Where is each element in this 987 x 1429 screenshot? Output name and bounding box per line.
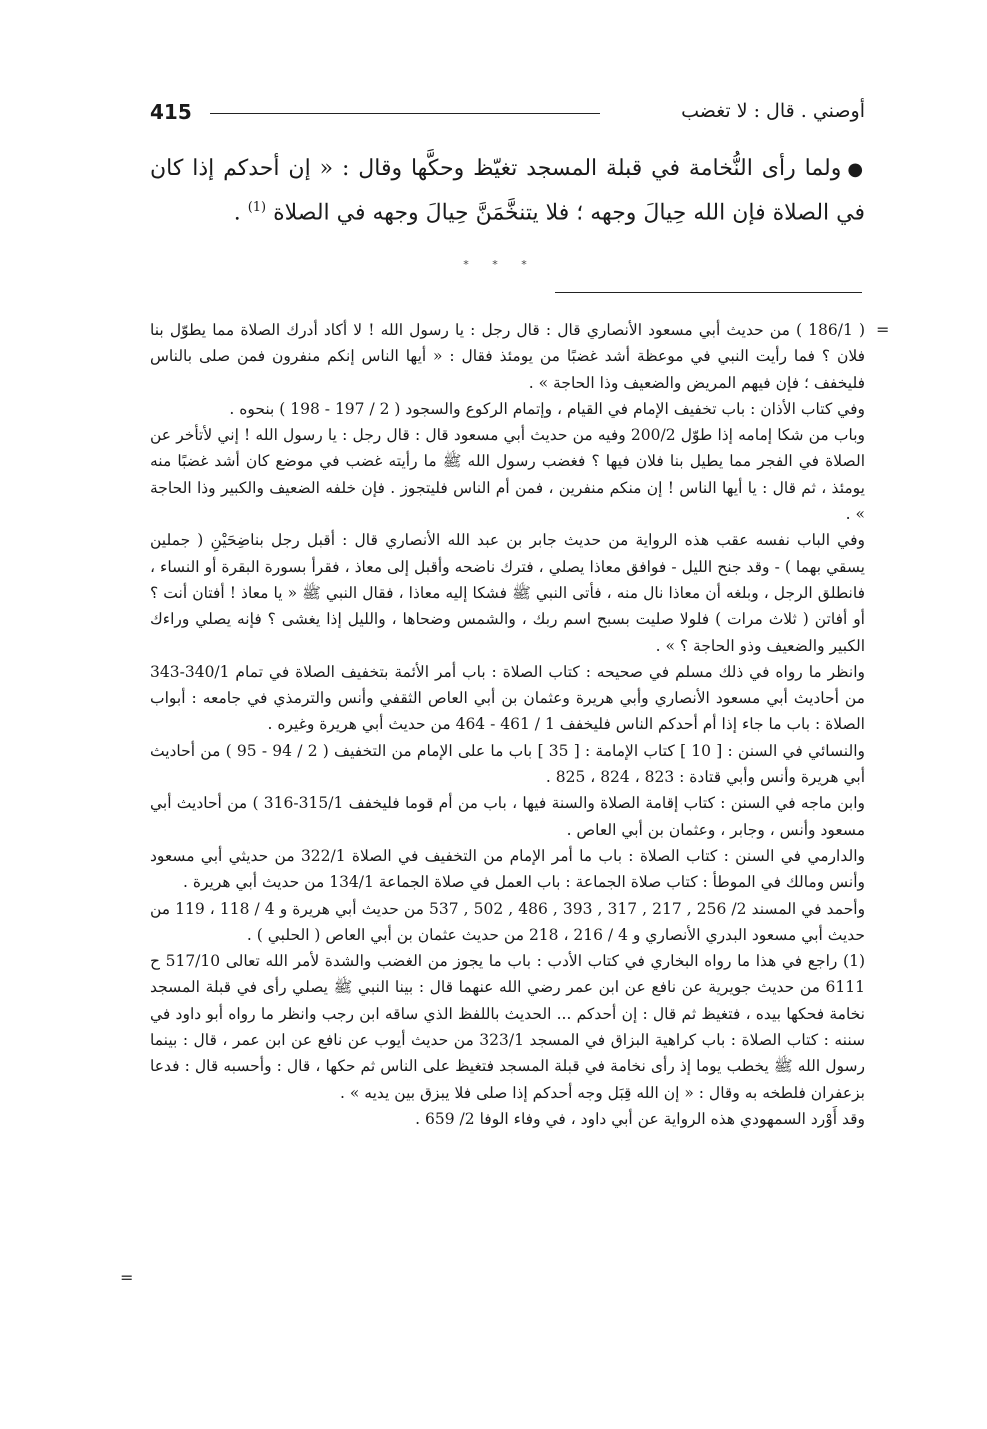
footnote-paragraph: وأحمد في المسند 2/ 256 , 217 , 317 , 393 , 486 , 502 , 537 من حديث أبي هريرة و 4 / 118 ، 119 من حديث أبي مسعود البدري الأنصاري و 4 / 216 ، 218 من حديث عثمان بن أبي العاص ( الحلبي ) . bbox=[150, 899, 866, 944]
section-separator: * * * bbox=[463, 258, 537, 271]
running-title: أوصني . قال : لا تغضب bbox=[681, 100, 865, 122]
footnote-paragraph: والدارمي في السنن : كتاب الصلاة : باب ما أمر الإمام من التخفيف في الصلاة 322/1 من حديثي أبي مسعود وأنس ومالك في الموطأ : كتاب صلاة الجماعة : باب العمل في صلاة الجماعة 134/1 من حديث أبي هريرة . bbox=[150, 846, 865, 892]
footnote-paragraph: وانظر ما رواه في ذلك مسلم في صحيحه : كتاب الصلاة : باب أمر الأئمة بتخفيف الصلاة في تمام 340/1-343 من أحاديث أبي مسعود الأنصاري وأبي هريرة وعثمان بن أبي العاص الثقفي وأنس والترمذي في جامعه : أبواب الصلاة : باب ما جاء إذا أم أحدكم الناس فليخفف 1 / 461 - 464 من حديث أبي هريرة وغيره . bbox=[150, 662, 865, 734]
footnote-paragraph: والنسائي في السنن : [ 10 ] كتاب الإمامة : [ 35 ] باب ما على الإمام من التخفيف ( 2 / 94 - 95 ) من أحاديث أبي هريرة وأنس وأبي قتادة : 823 ، 824 ، 825 . bbox=[150, 741, 866, 787]
main-text-body: ولما رأى النُّخامة في قبلة المسجد تغيّظ وحكَّها وقال : « إن أحدكم إذا كان في الصلاة فإن الله حِيالَ وجهه ؛ فلا يتنخَّمَنَّ حِيالَ وجهه في الصلاة bbox=[150, 156, 865, 226]
continuation-mark-bottom: = bbox=[120, 1268, 134, 1287]
footnote-rule bbox=[555, 292, 862, 293]
bullet-icon: ● bbox=[847, 159, 865, 180]
footnote-paragraph: وفي الباب نفسه عقب هذه الرواية من حديث جابر بن عبد الله الأنصاري قال : أقبل رجل بناضِحَيْنِ ( جملين يسقي بهما ) - وقد جنح الليل - فوافق معاذا يصلي ، فترك ناضحه وأقبل إلى معاذ ، فقرأ بسورة البقرة أو النساء ، فانطلق الرجل ، وبلغه أن معاذا نال منه ، فأتى النبي ﷺ فشكا إليه معاذا ، فقال النبي ﷺ « يا معاذ ! أفتان أنت ؟ أو أفاتن ( ثلاث مرات ) فلولا صليت بسبح اسم ربك ، والشمس وضحاها ، والليل إذا يغشى ؟ فإنه يصلي وراءك الكبير والضعيف وذو الحاجة ؟ » . bbox=[150, 531, 865, 655]
continuation-mark-top: = bbox=[876, 320, 890, 339]
header-rule bbox=[210, 113, 600, 114]
page-number: 415 bbox=[150, 100, 192, 124]
footnote-paragraph: وفي كتاب الأذان : باب تخفيف الإمام في القيام ، وإتمام الركوع والسجود ( 2 / 197 - 198 ) بنحوه . bbox=[229, 399, 865, 418]
main-text bbox=[150, 150, 865, 232]
main-text-end: . bbox=[233, 200, 248, 226]
footnote-paragraph: وابن ماجه في السنن : كتاب إقامة الصلاة والسنة فيها ، باب من أم قوما فليخفف 315/1-316 ) من أحاديث أبي مسعود وأنس ، وجابر ، وعثمان بن أبي العاص . bbox=[150, 794, 865, 839]
footnote-paragraph: ( 186/1 ) من حديث أبي مسعود الأنصاري قال : قال رجل : يا رسول الله ! لا أكاد أدرك الصلاة مما يطوّل بنا فلان ؟ فما رأيت النبي في موعظة أشد غضبًا من يومئذ فقال : « أيها الناس إنكم منفرون فمن صلى بالناس فليخفف ؛ فإن فيهم المريض والضعيف وذا الحاجة » . bbox=[150, 321, 865, 392]
footnote-ref-1: (1) bbox=[247, 200, 267, 215]
footnote-paragraph: (1) راجع في هذا ما رواه البخاري في كتاب الأدب : باب ما يجوز من الغضب والشدة لأمر الله تعالى 517/10 ح 6111 من حديث جويرية عن نافع عن ابن عمر رضي الله عنهما قال : بينا النبي ﷺ يصلي رأى في قبلة المسجد نخامة فحكها بيده ، فتغيظ ثم قال : إن أحدكم ... الحديث باللفظ الذي ساقه ابن رجب وانظر ما رواه أبو داود في سننه : كتاب الصلاة : باب كراهية البزاق في المسجد 323/1 من حديث أيوب عن نافع عن ابن عمر ، قال : بينما رسول الله ﷺ يخطب يوما إذ رأى نخامة في قبلة المسجد فتغيظ على الناس ثم حكها ، قال : وأحسبه قال : فدعا بزعفران فلطخه به وقال : « إن الله قِبَل وجه أحدكم إذا صلى فلا يبزق بين يديه » . bbox=[150, 952, 865, 1102]
footnote-paragraph: وقد أَوْرد السمهودي هذه الرواية عن أبي داود ، في وفاء الوفا 2/ 659 . bbox=[415, 1109, 865, 1128]
footnotes bbox=[150, 317, 865, 1132]
page-header bbox=[150, 100, 865, 134]
footnote-paragraph: وباب من شكا إمامه إذا طوّل 200/2 وفيه من حديث أبي مسعود قال : قال رجل : يا رسول الله ! إني لأتأخر عن الصلاة في الفجر مما يطيل بنا فلان فيها ؟ فغضب رسول الله ﷺ ما رأيته غضب في موضع كان أشد غضبًا منه يومئذ ، ثم قال : يا أيها الناس ! إن منكم منفرين ، فمن أم الناس فليتجوز . فإن خلفه الضعيف والكبير وذا الحاجة » . bbox=[150, 426, 865, 524]
